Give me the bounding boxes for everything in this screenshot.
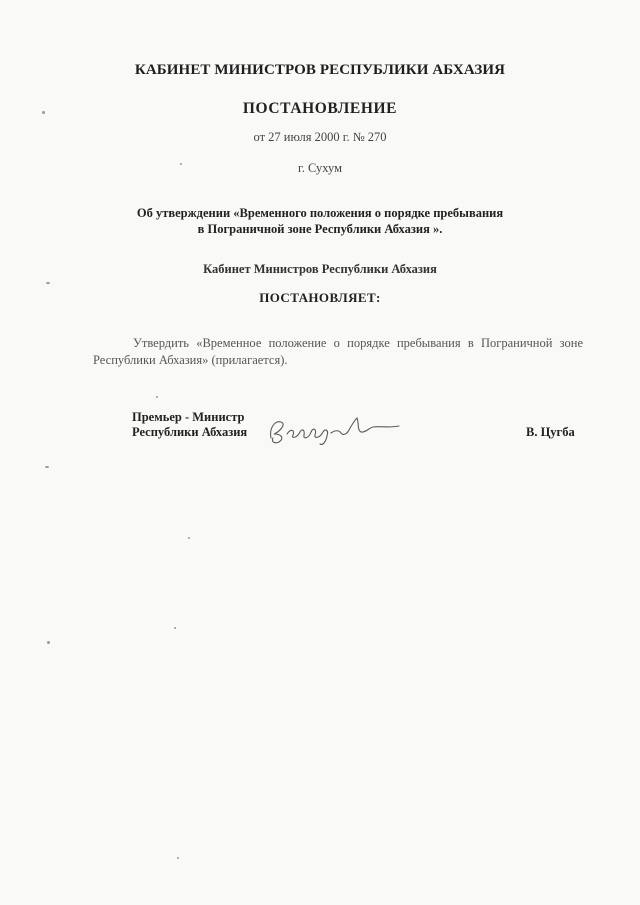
signatory-role	[132, 410, 247, 440]
signatory-role-line-2: Республики Абхазия	[132, 425, 248, 439]
scan-speck	[42, 111, 45, 114]
date-number-line: от 27 июля 2000 г. № 270	[253, 130, 387, 144]
scan-speck	[46, 282, 50, 284]
issuer-line: Кабинет Министров Республики Абхазия	[203, 262, 437, 276]
signatory-role-line-1: Премьер - Министр	[132, 410, 245, 424]
resolution-body: Утвердить «Временное положение о порядке пребывания в Пограничной зоне Республики Абхазия» (прилагается).	[93, 336, 583, 367]
scan-speck	[188, 537, 190, 539]
document-type-title: ПОСТАНОВЛЕНИЕ	[242, 100, 398, 117]
scan-speck	[156, 396, 158, 398]
city-line: г. Сухум	[297, 161, 342, 175]
scan-speck	[174, 627, 176, 629]
organization-header: КАБИНЕТ МИНИСТРОВ РЕСПУБЛИКИ АБХАЗИЯ	[134, 62, 506, 78]
scan-speck	[177, 857, 179, 859]
decree-word: ПОСТАНОВЛЯЕТ:	[259, 290, 381, 305]
scan-speck	[180, 163, 182, 165]
subject-line-1: Об утверждении «Временного положения о порядке пребывания	[136, 206, 504, 220]
subject-line-2: в Пограничной зоне Республики Абхазия ».	[197, 222, 443, 236]
scan-speck	[45, 466, 49, 468]
scan-speck	[47, 641, 50, 644]
signatory-name: В. Цугба	[526, 425, 575, 439]
subject-heading	[0, 205, 640, 237]
handwritten-signature	[265, 408, 405, 448]
